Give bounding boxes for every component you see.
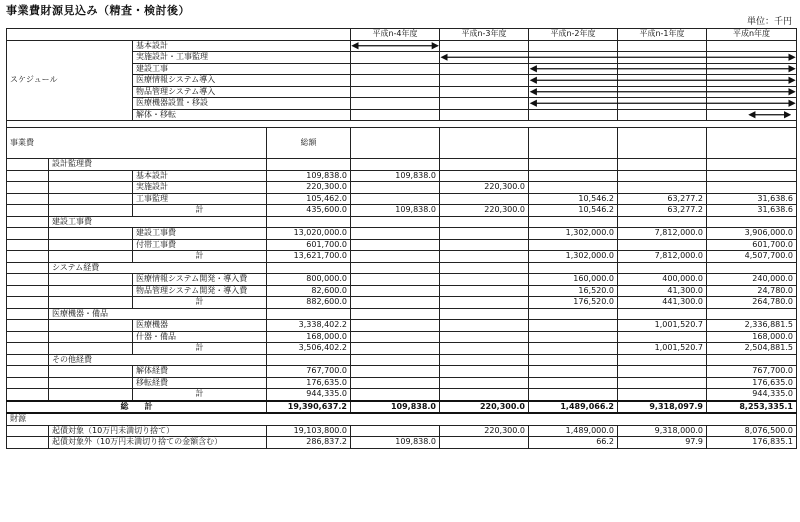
item-year-value <box>440 366 529 378</box>
item-total: 168,000.0 <box>267 331 351 343</box>
schedule-cell <box>529 52 618 64</box>
subtotal-year-value: 176,520.0 <box>529 297 618 309</box>
item-label: 移転経費 <box>133 377 267 389</box>
indent <box>7 159 49 171</box>
zaigen-item-label: 起債対象外（10万円未満切り捨ての金額含む） <box>49 437 267 449</box>
cell <box>351 159 440 171</box>
indent <box>7 331 49 343</box>
line-item-row <box>7 239 797 251</box>
group-header-row <box>7 354 797 366</box>
year-header: 平成n年度 <box>707 29 797 41</box>
cell <box>618 262 707 274</box>
line-item-row <box>7 182 797 194</box>
indent <box>7 285 49 297</box>
subtotal-total: 435,600.0 <box>267 205 351 217</box>
cell <box>267 308 351 320</box>
spacer <box>7 121 797 128</box>
schedule-cell <box>351 98 440 110</box>
cell <box>618 216 707 228</box>
item-year-value <box>618 170 707 182</box>
grand-total-year-value: 1,489,066.2 <box>529 401 618 414</box>
schedule-cell <box>707 40 797 52</box>
item-year-value <box>351 274 440 286</box>
item-year-value <box>529 320 618 332</box>
unit-label: 単位：千円 <box>746 17 792 27</box>
cell <box>707 128 797 159</box>
zaigen-total: 286,837.2 <box>267 437 351 449</box>
schedule-item-label: 建設工事 <box>133 63 351 75</box>
schedule-item-label: 解体・移転 <box>133 109 351 121</box>
cell <box>267 262 351 274</box>
item-label: 付帯工事費 <box>133 239 267 251</box>
schedule-cell <box>707 98 797 110</box>
item-year-value <box>440 170 529 182</box>
item-year-value <box>529 377 618 389</box>
schedule-cell <box>351 109 440 121</box>
subtotal-year-value <box>351 389 440 401</box>
item-year-value <box>351 182 440 194</box>
group-header-row <box>7 262 797 274</box>
zaigen-year-value: 176,835.1 <box>707 437 797 449</box>
item-label: 実施設計 <box>133 182 267 194</box>
cell <box>351 128 440 159</box>
cell <box>440 354 529 366</box>
indent <box>49 285 133 297</box>
item-year-value <box>440 320 529 332</box>
item-total: 13,020,000.0 <box>267 228 351 240</box>
zaigen-header-row <box>7 413 797 425</box>
indent <box>49 366 133 378</box>
item-year-value <box>351 331 440 343</box>
indent <box>7 239 49 251</box>
indent <box>7 320 49 332</box>
cell <box>529 128 618 159</box>
schedule-item-label: 医療機器設置・移設 <box>133 98 351 110</box>
indent <box>7 366 49 378</box>
item-year-value <box>618 182 707 194</box>
group-label: その他経費 <box>49 354 267 366</box>
grand-total-year-value: 8,253,335.1 <box>707 401 797 414</box>
schedule-cell <box>618 109 707 121</box>
line-item-row <box>7 193 797 205</box>
schedule-cell <box>440 109 529 121</box>
grand-total-year-value: 9,318,097.9 <box>618 401 707 414</box>
indent <box>7 308 49 320</box>
line-item-row <box>7 274 797 286</box>
item-year-value: 109,838.0 <box>351 170 440 182</box>
subtotal-year-value <box>351 297 440 309</box>
subtotal-row <box>7 205 797 217</box>
zaigen-year-value <box>440 437 529 449</box>
schedule-item-label: 医療情報システム導入 <box>133 75 351 87</box>
subtotal-year-value: 109,838.0 <box>351 205 440 217</box>
header-row <box>7 29 797 41</box>
indent <box>49 320 133 332</box>
item-year-value <box>529 239 618 251</box>
zaigen-row <box>7 425 797 437</box>
cell <box>707 159 797 171</box>
jigyohi-header-row <box>7 128 797 159</box>
total-header: 総額 <box>267 128 351 159</box>
line-item-row <box>7 228 797 240</box>
schedule-cell <box>351 86 440 98</box>
cell <box>440 128 529 159</box>
item-year-value: 3,906,000.0 <box>707 228 797 240</box>
indent <box>49 389 133 401</box>
subtotal-year-value: 220,300.0 <box>440 205 529 217</box>
item-year-value: 10,546.2 <box>529 193 618 205</box>
item-year-value <box>351 366 440 378</box>
item-year-value <box>351 377 440 389</box>
cell <box>707 354 797 366</box>
schedule-cell <box>351 63 440 75</box>
item-year-value: 176,635.0 <box>707 377 797 389</box>
item-year-value: 601,700.0 <box>707 239 797 251</box>
item-year-value <box>351 285 440 297</box>
line-item-row <box>7 331 797 343</box>
cell <box>440 216 529 228</box>
zaigen-item-label: 起債対象（10万円未満切り捨て） <box>49 425 267 437</box>
subtotal-year-value <box>440 343 529 355</box>
item-year-value: 400,000.0 <box>618 274 707 286</box>
cell <box>618 308 707 320</box>
cell <box>618 128 707 159</box>
item-label: 医療情報システム開発・導入費 <box>133 274 267 286</box>
zaigen-year-value: 109,838.0 <box>351 437 440 449</box>
item-year-value <box>440 239 529 251</box>
cell <box>351 308 440 320</box>
schedule-cell <box>440 75 529 87</box>
grand-total-year-value: 220,300.0 <box>440 401 529 414</box>
item-year-value: 16,520.0 <box>529 285 618 297</box>
item-year-value <box>529 170 618 182</box>
subtotal-year-value: 944,335.0 <box>707 389 797 401</box>
zaigen-year-value: 8,076,500.0 <box>707 425 797 437</box>
schedule-row <box>7 40 797 52</box>
indent <box>7 216 49 228</box>
indent <box>49 331 133 343</box>
subtotal-year-value <box>529 343 618 355</box>
grand-total-row <box>7 401 797 414</box>
schedule-cell <box>618 98 707 110</box>
schedule-cell <box>351 40 440 52</box>
subtotal-label: 計 <box>133 343 267 355</box>
item-year-value: 168,000.0 <box>707 331 797 343</box>
subtotal-year-value: 441,300.0 <box>618 297 707 309</box>
indent <box>7 182 49 194</box>
indent <box>49 228 133 240</box>
subtotal-label: 計 <box>133 297 267 309</box>
subtotal-year-value <box>618 389 707 401</box>
zaigen-total: 19,103,800.0 <box>267 425 351 437</box>
item-year-value: 1,302,000.0 <box>529 228 618 240</box>
item-year-value <box>707 170 797 182</box>
zaigen-year-value: 1,489,000.0 <box>529 425 618 437</box>
subtotal-year-value: 1,302,000.0 <box>529 251 618 263</box>
cell <box>529 216 618 228</box>
item-total: 109,838.0 <box>267 170 351 182</box>
line-item-row <box>7 285 797 297</box>
schedule-cell <box>440 86 529 98</box>
item-year-value: 220,300.0 <box>440 182 529 194</box>
item-total: 601,700.0 <box>267 239 351 251</box>
cell <box>707 262 797 274</box>
item-year-value <box>440 377 529 389</box>
cell <box>529 262 618 274</box>
subtotal-label: 計 <box>133 205 267 217</box>
schedule-cell <box>440 98 529 110</box>
item-year-value <box>618 377 707 389</box>
schedule-cell <box>707 52 797 64</box>
schedule-cell <box>707 75 797 87</box>
item-year-value: 24,780.0 <box>707 285 797 297</box>
cell <box>618 354 707 366</box>
line-item-row <box>7 170 797 182</box>
subtotal-year-value <box>529 389 618 401</box>
cell <box>529 354 618 366</box>
indent <box>49 182 133 194</box>
year-header: 平成n-1年度 <box>618 29 707 41</box>
schedule-cell <box>618 52 707 64</box>
item-year-value <box>529 182 618 194</box>
subtotal-year-value: 63,277.2 <box>618 205 707 217</box>
cell <box>351 262 440 274</box>
indent <box>7 377 49 389</box>
schedule-cell <box>351 52 440 64</box>
schedule-cell <box>529 86 618 98</box>
item-year-value <box>618 239 707 251</box>
schedule-cell <box>618 75 707 87</box>
item-year-value <box>440 228 529 240</box>
item-year-value <box>440 274 529 286</box>
cell <box>440 262 529 274</box>
schedule-cell <box>529 75 618 87</box>
indent <box>7 437 49 449</box>
item-year-value <box>529 366 618 378</box>
schedule-cell <box>618 40 707 52</box>
indent <box>7 343 49 355</box>
cell <box>618 159 707 171</box>
subtotal-year-value <box>351 251 440 263</box>
schedule-cell <box>529 40 618 52</box>
item-year-value: 7,812,000.0 <box>618 228 707 240</box>
indent <box>49 205 133 217</box>
subtotal-total: 882,600.0 <box>267 297 351 309</box>
budget-table <box>6 28 797 449</box>
item-year-value <box>351 320 440 332</box>
subtotal-total: 944,335.0 <box>267 389 351 401</box>
schedule-cell <box>351 75 440 87</box>
item-year-value: 2,336,881.5 <box>707 320 797 332</box>
cell <box>351 216 440 228</box>
schedule-cell <box>440 52 529 64</box>
cell <box>707 308 797 320</box>
schedule-item-label: 基本設計 <box>133 40 351 52</box>
item-label: 工事監理 <box>133 193 267 205</box>
item-year-value <box>707 182 797 194</box>
schedule-item-label: 物品管理システム導入 <box>133 86 351 98</box>
subtotal-year-value: 4,507,700.0 <box>707 251 797 263</box>
indent <box>7 251 49 263</box>
subtotal-year-value <box>440 389 529 401</box>
item-total: 176,635.0 <box>267 377 351 389</box>
item-total: 82,600.0 <box>267 285 351 297</box>
zaigen-row <box>7 437 797 449</box>
grand-total-label: 総 計 <box>7 401 267 414</box>
group-label: 設計監理費 <box>49 159 267 171</box>
indent <box>49 377 133 389</box>
item-year-value: 63,277.2 <box>618 193 707 205</box>
subtotal-row <box>7 343 797 355</box>
item-year-value: 41,300.0 <box>618 285 707 297</box>
indent <box>7 297 49 309</box>
schedule-cell <box>618 63 707 75</box>
subtotal-row <box>7 297 797 309</box>
line-item-row <box>7 366 797 378</box>
item-label: 医療機器 <box>133 320 267 332</box>
subtotal-year-value: 264,780.0 <box>707 297 797 309</box>
group-label: 医療機器・備品 <box>49 308 267 320</box>
subtotal-year-value: 1,001,520.7 <box>618 343 707 355</box>
item-year-value <box>618 366 707 378</box>
item-year-value <box>440 193 529 205</box>
subtotal-total: 3,506,402.2 <box>267 343 351 355</box>
zaigen-year-value <box>351 425 440 437</box>
line-item-row <box>7 320 797 332</box>
subtotal-year-value: 10,546.2 <box>529 205 618 217</box>
indent <box>7 205 49 217</box>
indent <box>7 274 49 286</box>
subtotal-year-value <box>440 297 529 309</box>
zaigen-label: 財源 <box>7 413 797 425</box>
subtotal-row <box>7 389 797 401</box>
item-year-value <box>440 285 529 297</box>
cell <box>440 159 529 171</box>
item-total: 800,000.0 <box>267 274 351 286</box>
schedule-cell <box>707 86 797 98</box>
item-year-value: 31,638.6 <box>707 193 797 205</box>
item-year-value <box>529 331 618 343</box>
item-label: 基本設計 <box>133 170 267 182</box>
subtotal-year-value: 7,812,000.0 <box>618 251 707 263</box>
item-year-value <box>351 228 440 240</box>
item-year-value: 767,700.0 <box>707 366 797 378</box>
schedule-cell <box>529 109 618 121</box>
item-year-value: 240,000.0 <box>707 274 797 286</box>
indent <box>49 343 133 355</box>
item-label: 物品管理システム開発・導入費 <box>133 285 267 297</box>
schedule-cell <box>440 40 529 52</box>
indent <box>7 170 49 182</box>
schedule-cell <box>707 109 797 121</box>
indent <box>49 251 133 263</box>
item-year-value: 160,000.0 <box>529 274 618 286</box>
group-header-row <box>7 308 797 320</box>
zaigen-year-value: 220,300.0 <box>440 425 529 437</box>
indent <box>49 239 133 251</box>
indent <box>7 354 49 366</box>
indent <box>7 193 49 205</box>
cell <box>267 354 351 366</box>
item-total: 220,300.0 <box>267 182 351 194</box>
subtotal-year-value: 31,638.6 <box>707 205 797 217</box>
subtotal-label: 計 <box>133 389 267 401</box>
item-total: 3,338,402.2 <box>267 320 351 332</box>
header-blank <box>7 29 351 41</box>
schedule-cell <box>707 63 797 75</box>
cell <box>529 159 618 171</box>
grand-total-year-value: 109,838.0 <box>351 401 440 414</box>
subtotal-row <box>7 251 797 263</box>
zaigen-year-value: 97.9 <box>618 437 707 449</box>
line-item-row <box>7 377 797 389</box>
item-label: 什器・備品 <box>133 331 267 343</box>
schedule-item-label: 実施設計・工事監理 <box>133 52 351 64</box>
item-total: 767,700.0 <box>267 366 351 378</box>
cell <box>267 216 351 228</box>
indent <box>7 389 49 401</box>
subtotal-year-value <box>351 343 440 355</box>
subtotal-total: 13,621,700.0 <box>267 251 351 263</box>
item-year-value <box>440 331 529 343</box>
cell <box>529 308 618 320</box>
schedule-cell <box>618 86 707 98</box>
schedule-cell <box>529 63 618 75</box>
subtotal-label: 計 <box>133 251 267 263</box>
item-label: 解体経費 <box>133 366 267 378</box>
schedule-label: スケジュール <box>7 40 133 121</box>
zaigen-year-value: 9,318,000.0 <box>618 425 707 437</box>
indent <box>49 193 133 205</box>
item-year-value <box>351 239 440 251</box>
indent <box>7 425 49 437</box>
schedule-cell <box>440 63 529 75</box>
jigyohi-label: 事業費 <box>7 128 267 159</box>
item-year-value <box>618 331 707 343</box>
item-label: 建設工事費 <box>133 228 267 240</box>
item-total: 105,462.0 <box>267 193 351 205</box>
spacer-row <box>7 121 797 128</box>
group-label: 建設工事費 <box>49 216 267 228</box>
grand-total-total: 19,390,637.2 <box>267 401 351 414</box>
zaigen-year-value: 66.2 <box>529 437 618 449</box>
cell <box>267 159 351 171</box>
year-header: 平成n-2年度 <box>529 29 618 41</box>
year-header: 平成n-3年度 <box>440 29 529 41</box>
cell <box>351 354 440 366</box>
indent <box>7 262 49 274</box>
indent <box>7 228 49 240</box>
group-header-row <box>7 216 797 228</box>
subtotal-year-value: 2,504,881.5 <box>707 343 797 355</box>
schedule-cell <box>529 98 618 110</box>
indent <box>49 297 133 309</box>
cell <box>440 308 529 320</box>
group-label: システム経費 <box>49 262 267 274</box>
indent <box>49 170 133 182</box>
cell <box>707 216 797 228</box>
subtotal-year-value <box>440 251 529 263</box>
item-year-value: 1,001,520.7 <box>618 320 707 332</box>
page-title: 事業費財源見込み（精査・検討後） <box>6 4 190 17</box>
item-year-value <box>351 193 440 205</box>
group-header-row <box>7 159 797 171</box>
indent <box>49 274 133 286</box>
year-header: 平成n-4年度 <box>351 29 440 41</box>
